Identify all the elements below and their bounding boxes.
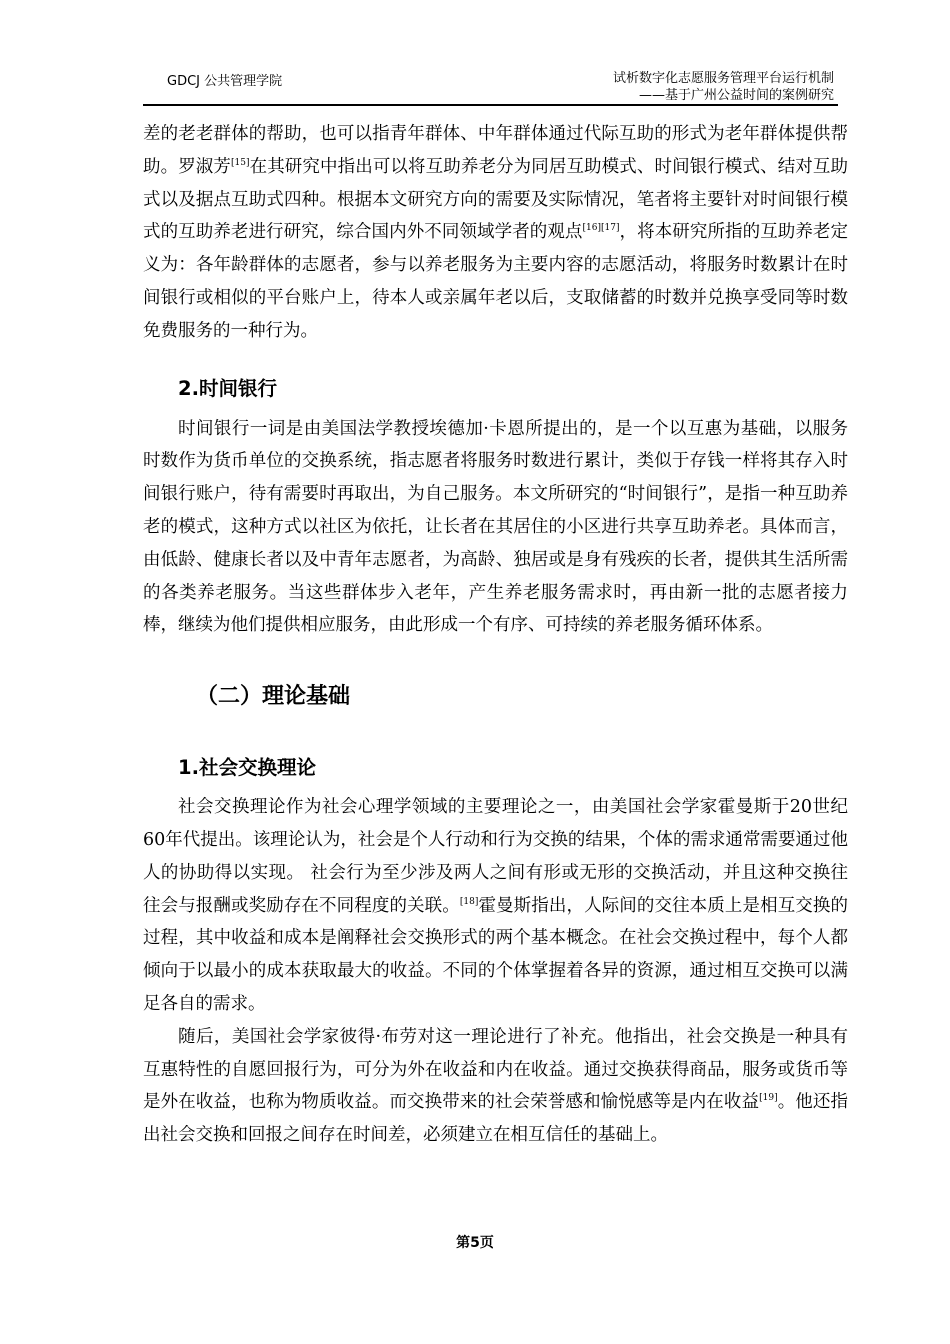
- citation-15: [15]: [231, 157, 250, 168]
- page-header: [143, 66, 838, 106]
- header-school: GDCJ 公共管理学院: [167, 74, 283, 89]
- paragraph-mutual-aid-definition: 差的老老群体的帮助，也可以指青年群体、中年群体通过代际互助的形式为老年群体提供帮助。罗淑芳[15]在其研究中指出可以将互助养老分为同居互助模式、时间银行模式、结对互助式以及据点互助式四种。根据本文研究方向的需要及实际情况，笔者将主要针对时间银行模式的互助养老进行研究，综合国内外不同领域学者的观点[16][17]，将本研究所指的互助养老定义为：各年龄群体的志愿者，参与以养老服务为主要内容的志愿活动，将服务时数累计在时间银行或相似的平台账户上，待本人或亲属年老以后，支取储蓄的时数并兑换享受同等时数免费服务的一种行为。: [143, 124, 849, 341]
- heading-social-exchange-theory: 1.社会交换理论: [178, 756, 316, 780]
- paragraph-blau: 随后，美国社会学家彼得·布劳对这一理论进行了补充。他指出，社会交换是一种具有互惠特性的自愿回报行为，可分为外在收益和内在收益。通过交换获得商品，服务或货币等是外在收益，也称为物质收益。而交换带来的社会荣誉感和愉悦感等是内在收益[19]。他还指出社会交换和回报之间存在时间差，必须建立在相互信任的基础上。: [143, 1026, 849, 1146]
- heading-theoretical-basis: （二）理论基础: [196, 684, 351, 710]
- page-number: 第5页: [456, 1235, 494, 1251]
- paragraph-time-bank: 时间银行一词是由美国法学教授埃德加·卡恩所提出的，是一个以互惠为基础，以服务时数作为货币单位的交换系统，指志愿者将服务时数进行累计，类似于存钱一样将其存入时间银行账户，待有需要时再取出，为自己服务。本文所研究的“时间银行”，是指一种互助养老的模式，这种方式以社区为依托，让长者在其居住的小区进行共享互助养老。具体而言，由低龄、健康长者以及中青年志愿者，为高龄、独居或是身有残疾的长者，提供其生活所需的各类养老服务。当这些群体步入老年，产生养老服务需求时，再由新一批的志愿者接力棒，继续为他们提供相应服务，由此形成一个有序、可持续的养老服务循环体系。: [143, 418, 848, 636]
- page-body: [143, 118, 848, 1152]
- header-title-line2: ——基于广州公益时间的案例研究: [638, 88, 834, 103]
- heading-time-bank: 2.时间银行: [178, 376, 277, 400]
- paragraph-social-exchange: 社会交换理论作为社会心理学领域的主要理论之一，由美国社会学家霍曼斯于20世纪60年代提出。该理论认为，社会是个人行动和行为交换的结果，个体的需求通常需要通过他人的协助得以实现。 社会行为至少涉及两人之间有形或无形的交换活动，并且这种交换往往会与报酬或奖励存在不同程度的关联。[18]霍曼斯指出，人际间的交往本质上是相互交换的过程，其中收益和成本是阐释社会交换形式的两个基本概念。在社会交换过程中，每个人都倾向于以最小的成本获取最大的收益。不同的个体掌握着各异的资源，通过相互交换可以满足各自的需求。: [143, 797, 849, 1014]
- header-title-line1: 试析数字化志愿服务管理平台运行机制: [612, 71, 834, 86]
- citation-18: [18]: [459, 896, 479, 907]
- citation-19: [19]: [759, 1093, 778, 1104]
- header-title: [613, 70, 834, 104]
- citation-16-17: [16][17]: [582, 223, 620, 234]
